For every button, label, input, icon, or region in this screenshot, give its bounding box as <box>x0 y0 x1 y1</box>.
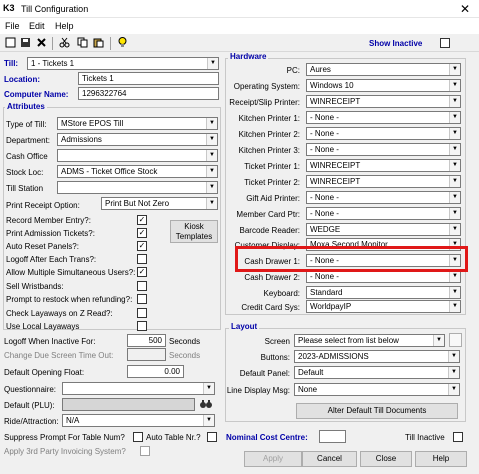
auto-table-label: Auto Table Nr.? <box>146 433 201 442</box>
logoff-after-trans-label: Logoff After Each Trans?: <box>6 255 97 264</box>
chevron-down-icon: ▼ <box>206 118 217 129</box>
copy-icon[interactable] <box>76 37 89 50</box>
chevron-down-icon: ▼ <box>449 239 460 250</box>
chevron-down-icon: ▼ <box>449 80 460 91</box>
close-window-button[interactable]: ✕ <box>459 2 471 16</box>
hw-select-ticket-printer-2[interactable] <box>306 175 461 188</box>
change-due-field[interactable] <box>127 348 166 361</box>
print-receipt-select[interactable] <box>101 197 218 210</box>
hw-value-kitchen-printer-2: - None - <box>310 129 339 138</box>
logoff-unit-label: Seconds <box>169 337 201 346</box>
logoff-inactive-label: Logoff When Inactive For: <box>4 337 96 346</box>
layout-buttons-value: 2023-ADMISSIONS <box>298 352 369 361</box>
hw-select-barcode-reader[interactable] <box>306 223 461 236</box>
chevron-down-icon: ▼ <box>433 335 444 346</box>
opening-float-field[interactable]: 0.00 <box>127 365 184 378</box>
chevron-down-icon: ▼ <box>203 415 214 426</box>
menu-bar <box>0 18 479 34</box>
chevron-down-icon: ▼ <box>448 367 459 378</box>
chevron-down-icon: ▼ <box>206 166 217 177</box>
chevron-down-icon: ▼ <box>206 182 217 193</box>
print-admission-tickets-checkbox[interactable]: ✓ <box>138 228 146 237</box>
hw-value-kitchen-printer-1: - None - <box>310 113 339 122</box>
hw-select-gift-aid-printer[interactable] <box>306 191 461 204</box>
chevron-down-icon: ▼ <box>449 112 460 123</box>
record-member-entry-label: Record Member Entry?: <box>6 216 91 225</box>
allow-multiple-users-label: Allow Multiple Simultaneous Users?: <box>6 268 136 277</box>
menu-help[interactable]: Help <box>55 21 74 31</box>
chevron-down-icon: ▼ <box>449 192 460 203</box>
till-inactive-checkbox[interactable] <box>453 432 463 442</box>
chevron-down-icon: ▼ <box>448 351 459 362</box>
hw-label-cash-drawer-1: Cash Drawer 1: <box>244 257 300 266</box>
hw-value-cash-drawer-2: - None - <box>310 272 339 281</box>
save-icon[interactable] <box>19 37 32 50</box>
department-label: Department: <box>6 136 51 145</box>
stock-loc-label: Stock Loc: <box>6 168 44 177</box>
hardware-title: Hardware <box>230 52 267 61</box>
chevron-down-icon: ▼ <box>449 287 460 298</box>
type-of-till-select[interactable] <box>57 117 218 130</box>
show-inactive-checkbox[interactable] <box>440 38 450 48</box>
cut-icon[interactable] <box>58 37 71 50</box>
hw-value-pc: Aures <box>310 65 331 74</box>
menu-edit[interactable]: Edit <box>29 21 45 31</box>
menu-file[interactable]: File <box>5 21 20 31</box>
hw-select-keyboard[interactable] <box>306 286 461 299</box>
hw-select-pc[interactable] <box>306 63 461 76</box>
hw-label-kitchen-printer-1: Kitchen Printer 1: <box>238 114 300 123</box>
chevron-down-icon: ▼ <box>449 144 460 155</box>
hw-value-ticket-printer-2: WINRECEIPT <box>310 177 361 186</box>
stock-loc-value: ADMS - Ticket Office Stock <box>61 167 158 176</box>
hw-label-cash-drawer-2: Cash Drawer 2: <box>244 273 300 282</box>
show-inactive-label: Show Inactive <box>369 39 423 48</box>
ride-attraction-value: N/A <box>66 416 80 425</box>
chevron-down-icon: ▼ <box>206 150 217 161</box>
logoff-inactive-field[interactable]: 500 <box>127 334 166 347</box>
change-due-label: Change Due Screen Time Out: <box>4 351 114 360</box>
toolbar-separator <box>52 37 53 50</box>
use-local-layaways-label: Use Local Layaways <box>6 322 80 331</box>
chevron-down-icon: ▼ <box>449 208 460 219</box>
layout-screen-label: Screen <box>264 337 290 346</box>
hw-select-kitchen-printer-2[interactable] <box>306 127 461 140</box>
record-member-entry-checkbox[interactable]: ✓ <box>138 215 146 224</box>
hw-label-ticket-printer-2: Ticket Printer 2: <box>244 178 300 187</box>
chevron-down-icon: ▼ <box>449 255 460 266</box>
hw-value-member-card-ptr: - None - <box>310 209 339 218</box>
questionnaire-label: Questionnaire: <box>4 385 57 394</box>
department-value: Admissions <box>61 135 102 144</box>
layout-line-select[interactable] <box>294 383 460 396</box>
hw-value-keyboard: Standard <box>310 288 343 297</box>
layout-buttons-label: Buttons: <box>260 353 290 362</box>
chevron-down-icon: ▼ <box>449 176 460 187</box>
auto-reset-panels-checkbox[interactable]: ✓ <box>138 241 146 250</box>
default-plu-label: Default (PLU): <box>4 401 55 410</box>
hw-value-customer-display: Moxa Second Monitor <box>310 240 388 249</box>
hw-label-kitchen-printer-2: Kitchen Printer 2: <box>238 130 300 139</box>
print-receipt-value: Print But Not Zero <box>105 199 170 208</box>
highlight-box <box>235 246 468 272</box>
sell-wristbands-label: Sell Wristbands: <box>6 282 64 291</box>
delete-icon[interactable] <box>35 37 48 50</box>
alter-default-till-documents-button[interactable]: Alter Default Till Documents <box>296 403 458 419</box>
chevron-down-icon: ▼ <box>207 58 218 69</box>
chevron-down-icon: ▼ <box>449 271 460 282</box>
help-button[interactable]: Help <box>415 451 467 467</box>
suppress-prompt-label: Suppress Prompt For Table Num? <box>4 433 125 442</box>
layout-line-label: Line Display Msg: <box>226 386 290 395</box>
hw-select-os[interactable] <box>306 79 461 92</box>
hw-value-os: Windows 10 <box>310 81 354 90</box>
chevron-down-icon: ▼ <box>449 128 460 139</box>
title-bar <box>0 0 479 18</box>
lightbulb-icon[interactable] <box>116 37 129 50</box>
hw-select-receipt-printer[interactable] <box>306 95 461 108</box>
hw-label-os: Operating System: <box>233 82 300 91</box>
hw-select-member-card-ptr[interactable] <box>306 207 461 220</box>
till-inactive-label: Till Inactive <box>405 433 445 442</box>
chevron-down-icon: ▼ <box>203 383 214 394</box>
nominal-cost-centre-label: Nominal Cost Centre: <box>226 433 308 442</box>
till-select[interactable] <box>27 57 219 70</box>
chevron-down-icon: ▼ <box>206 198 217 209</box>
chevron-down-icon: ▼ <box>206 134 217 145</box>
check-layaways-checkbox[interactable] <box>137 308 147 318</box>
use-local-layaways-checkbox[interactable] <box>137 321 147 331</box>
hw-select-kitchen-printer-1[interactable] <box>306 111 461 124</box>
department-select[interactable] <box>57 133 218 146</box>
close-button[interactable]: Close <box>360 451 412 467</box>
ride-attraction-select[interactable] <box>62 414 215 427</box>
hw-label-pc: PC: <box>286 66 300 75</box>
till-station-label: Till Station <box>6 184 44 193</box>
layout-buttons-select[interactable] <box>294 350 460 363</box>
hw-select-ticket-printer-1[interactable] <box>306 159 461 172</box>
window-title: Till Configuration <box>21 4 89 14</box>
hw-label-member-card-ptr: Member Card Ptr: <box>236 210 300 219</box>
app-logo: K3 <box>3 3 15 13</box>
prompt-restock-checkbox[interactable] <box>137 294 147 304</box>
sell-wristbands-checkbox[interactable] <box>137 281 147 291</box>
type-of-till-label: Type of Till: <box>6 120 47 129</box>
location-label: Location: <box>4 75 40 84</box>
computer-name-field[interactable]: 1296322764 <box>78 87 219 100</box>
questionnaire-select[interactable] <box>62 382 215 395</box>
layout-panel-value: Default <box>298 368 324 377</box>
layout-title: Layout <box>231 322 258 331</box>
apply-3rd-party-checkbox[interactable] <box>140 446 150 456</box>
hw-value-gift-aid-printer: - None - <box>310 193 339 202</box>
chevron-down-icon: ▼ <box>449 64 460 75</box>
binoculars-icon[interactable] <box>199 397 213 411</box>
location-field[interactable]: Tickets 1 <box>78 72 219 85</box>
screen-preview-button[interactable] <box>449 333 462 347</box>
hw-label-ticket-printer-1: Ticket Printer 1: <box>244 162 300 171</box>
ride-attraction-label: Ride/Attraction: <box>4 417 59 426</box>
layout-panel-label: Default Panel: <box>239 369 290 378</box>
hw-label-gift-aid-printer: Gift Aid Printer: <box>246 194 300 203</box>
attributes-title: Attributes <box>7 102 45 111</box>
logoff-after-trans-checkbox[interactable] <box>137 254 147 264</box>
print-receipt-label: Print Receipt Option: <box>6 201 80 210</box>
prompt-restock-label: Prompt to restock when refunding?: <box>6 295 133 304</box>
hw-value-kitchen-printer-3: - None - <box>310 145 339 154</box>
chevron-down-icon: ▼ <box>448 384 459 395</box>
allow-multiple-users-checkbox[interactable]: ✓ <box>138 267 146 276</box>
cash-office-select[interactable] <box>57 149 218 162</box>
kiosk-templates-button[interactable]: Kiosk Templates <box>170 220 218 243</box>
layout-panel-select[interactable] <box>294 366 460 379</box>
hw-label-keyboard: Keyboard: <box>263 289 300 298</box>
till-label: Till: <box>4 59 19 68</box>
till-value: 1 - Tickets 1 <box>31 59 75 68</box>
new-icon[interactable] <box>4 37 17 50</box>
hw-value-receipt-printer: WINRECEIPT <box>310 97 361 106</box>
hw-value-credit-card-sys: WorldpayIP <box>310 302 352 311</box>
hw-value-cash-drawer-1: - None - <box>310 256 339 265</box>
cash-office-label: Cash Office <box>6 152 48 161</box>
stock-loc-select[interactable] <box>57 165 218 178</box>
nominal-cost-centre-field[interactable] <box>319 430 346 443</box>
hw-label-receipt-printer: Receipt/Slip Printer: <box>229 98 300 107</box>
layout-screen-value: Please select from list below <box>298 336 399 345</box>
suppress-prompt-checkbox[interactable] <box>133 432 143 442</box>
hw-select-credit-card-sys[interactable] <box>306 300 461 313</box>
chevron-down-icon: ▼ <box>449 96 460 107</box>
check-layaways-label: Check Layaways on Z Read?: <box>6 309 113 318</box>
paste-icon[interactable] <box>92 37 105 50</box>
hw-label-kitchen-printer-3: Kitchen Printer 3: <box>238 146 300 155</box>
change-due-unit-label: Seconds <box>169 351 201 360</box>
hw-label-credit-card-sys: Credit Card Sys: <box>241 303 300 312</box>
layout-screen-select[interactable] <box>294 334 445 347</box>
print-admission-tickets-label: Print Admission Tickets?: <box>6 229 95 238</box>
apply-3rd-party-label: Apply 3rd Party Invoicing System? <box>4 447 126 456</box>
hw-label-customer-display: Customer Display: <box>234 241 300 250</box>
computer-name-label: Computer Name: <box>4 90 69 99</box>
cancel-button[interactable]: Cancel <box>302 451 357 467</box>
hw-select-kitchen-printer-3[interactable] <box>306 143 461 156</box>
toolbar-separator <box>110 37 111 50</box>
default-plu-field[interactable] <box>62 398 195 411</box>
chevron-down-icon: ▼ <box>449 224 460 235</box>
chevron-down-icon: ▼ <box>449 160 460 171</box>
apply-button[interactable]: Apply <box>244 451 302 467</box>
auto-reset-panels-label: Auto Reset Panels?: <box>6 242 79 251</box>
chevron-down-icon: ▼ <box>449 301 460 312</box>
hw-label-barcode-reader: Barcode Reader: <box>239 226 300 235</box>
till-station-select[interactable] <box>57 181 218 194</box>
layout-line-value: None <box>298 385 318 394</box>
auto-table-checkbox[interactable] <box>207 432 217 442</box>
hw-value-barcode-reader: WEDGE <box>310 225 341 234</box>
toolbar <box>0 35 479 52</box>
type-of-till-value: MStore EPOS Till <box>61 119 124 128</box>
opening-float-label: Default Opening Float: <box>4 368 85 377</box>
hw-value-ticket-printer-1: WINRECEIPT <box>310 161 361 170</box>
